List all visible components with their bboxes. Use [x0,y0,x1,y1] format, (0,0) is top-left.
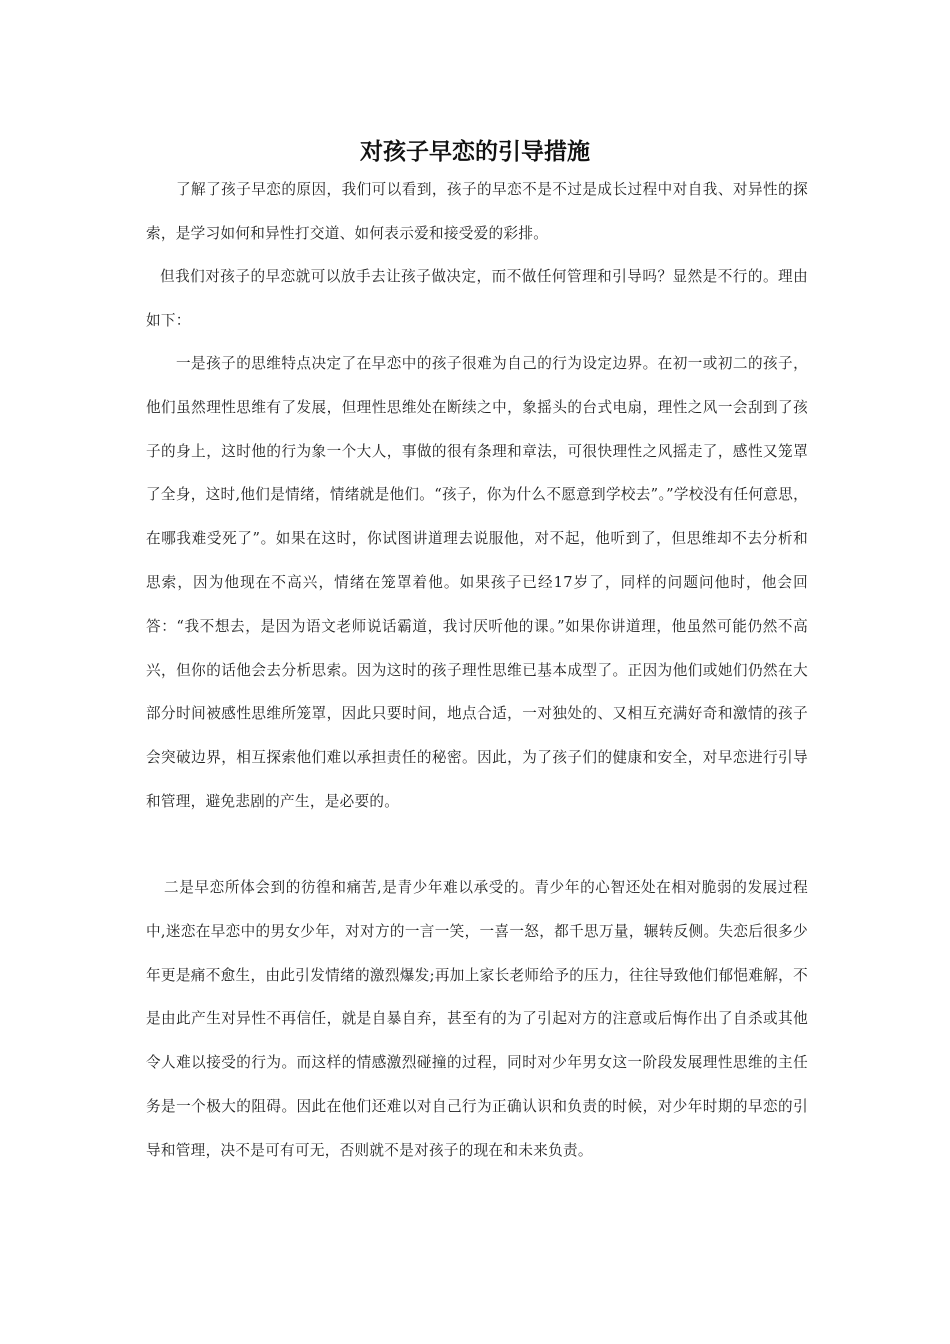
paragraph-question: 但我们对孩子的早恋就可以放手去让孩子做决定，而不做任何管理和引导吗？显然是不行的。理由如下： [146,268,808,329]
paragraph-intro: 了解了孩子早恋的原因，我们可以看到，孩子的早恋不是不过是成长过程中对自我、对异性的探索，是学习如何和异性打交道、如何表示爱和接受爱的彩排。 [146,181,808,242]
paragraph-reason-two: 二是早恋所体会到的彷徨和痛苦,是青少年难以承受的。青少年的心智还处在相对脆弱的发展过程中,迷恋在早恋中的男女少年，对对方的一言一笑，一喜一怒，都千思万量，辗转反侧。失恋后很多少年更是痛不愈生，由此引发情绪的激烈爆发;再加上家长老师给予的压力，往往导致他们郁悒难解，不是由此产生对异性不再信任，就是自暴自弃，甚至有的为了引起对方的注意或后悔作出了自杀或其他令人难以接受的行为。而这样的情感激烈碰撞的过程，同时对少年男女这一阶段发展理性思维的主任务是一个极大的阻碍。因此在他们还难以对自己行为正确认识和负责的时候，对少年时期的早恋的引导和管理，决不是可有可无，否则就不是对孩子的现在和未来负责。 [146,879,808,1159]
paragraph-reason-one: 一是孩子的思维特点决定了在早恋中的孩子很难为自己的行为设定边界。在初一或初二的孩子，他们虽然理性思维有了发展，但理性思维处在断续之中，象摇头的台式电扇，理性之风一会刮到了孩子的身上，这时他的行为象一个大人，事做的很有条理和章法，可很快理性之风摇走了，感性又笼罩了全身，这时,他们是情绪，情绪就是他们。“孩子，你为什么不愿意到学校去”。”学校没有任何意思，在哪我难受死了”。如果在这时，你试图讲道理去说服他，对不起，他听到了，但思维却不去分析和思索，因为他现在不高兴，情绪在笼罩着他。如果孩子已经17岁了，同样的问题问他时，他会回答：“我不想去，是因为语文老师说话霸道，我讨厌听他的课。”如果你讲道理，他虽然可能仍然不高兴，但你的话他会去分析思索。因为这时的孩子理性思维已基本成型了。正因为他们或她们仍然在大部分时间被感性思维所笼罩，因此只要时间，地点合适，一对独处的、又相互充满好奇和激情的孩子会突破边界，相互探索他们难以承担责任的秘密。因此，为了孩子们的健康和安全，对早恋进行引导和管理，避免悲剧的产生，是必要的。 [146,355,808,810]
document-title: 对孩子早恋的引导措施 [360,139,590,165]
